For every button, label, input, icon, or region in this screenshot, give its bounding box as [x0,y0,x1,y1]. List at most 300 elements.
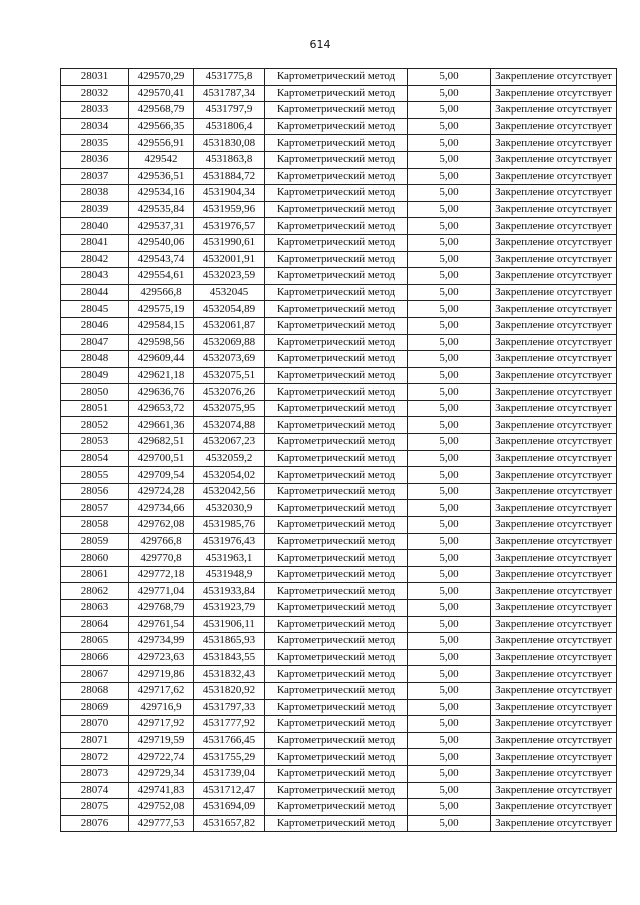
accuracy-cell: 5,00 [408,616,491,633]
table-row [61,765,617,782]
point-number-cell: 28047 [61,334,129,351]
accuracy-cell: 5,00 [408,483,491,500]
fixing-cell: Закрепление отсутствует [491,550,617,567]
point-number-cell: 28072 [61,749,129,766]
coordinate-y-cell: 4531923,79 [194,600,265,617]
point-number-cell: 28069 [61,699,129,716]
coordinate-x-cell: 429770,8 [129,550,194,567]
accuracy-cell: 5,00 [408,367,491,384]
method-cell: Картометрический метод [265,251,408,268]
point-number-cell: 28051 [61,400,129,417]
point-number-cell: 28044 [61,284,129,301]
coordinate-y-cell: 4532045 [194,284,265,301]
method-cell: Картометрический метод [265,268,408,285]
coordinate-y-cell: 4531904,34 [194,185,265,202]
accuracy-cell: 5,00 [408,185,491,202]
coordinates-table-body [61,69,617,832]
table-row [61,85,617,102]
coordinate-x-cell: 429566,35 [129,118,194,135]
coordinate-y-cell: 4531797,9 [194,102,265,119]
method-cell: Картометрический метод [265,633,408,650]
coordinate-y-cell: 4532054,89 [194,301,265,318]
point-number-cell: 28050 [61,384,129,401]
coordinate-y-cell: 4531976,43 [194,533,265,550]
coordinate-y-cell: 4531820,92 [194,682,265,699]
table-row [61,69,617,86]
fixing-cell: Закрепление отсутствует [491,417,617,434]
coordinate-y-cell: 4531985,76 [194,517,265,534]
accuracy-cell: 5,00 [408,633,491,650]
coordinate-y-cell: 4531755,29 [194,749,265,766]
point-number-cell: 28067 [61,666,129,683]
table-row [61,566,617,583]
coordinate-y-cell: 4532023,59 [194,268,265,285]
coordinate-y-cell: 4531963,1 [194,550,265,567]
table-row [61,583,617,600]
coordinate-y-cell: 4532061,87 [194,317,265,334]
coordinate-x-cell: 429584,15 [129,317,194,334]
coordinate-x-cell: 429766,8 [129,533,194,550]
fixing-cell: Закрепление отсутствует [491,799,617,816]
accuracy-cell: 5,00 [408,815,491,832]
fixing-cell: Закрепление отсутствует [491,649,617,666]
method-cell: Картометрический метод [265,550,408,567]
fixing-cell: Закрепление отсутствует [491,616,617,633]
coordinate-y-cell: 4531863,8 [194,151,265,168]
fixing-cell: Закрепление отсутствует [491,483,617,500]
fixing-cell: Закрепление отсутствует [491,317,617,334]
point-number-cell: 28076 [61,815,129,832]
table-row [61,500,617,517]
coordinate-x-cell: 429723,63 [129,649,194,666]
fixing-cell: Закрепление отсутствует [491,185,617,202]
accuracy-cell: 5,00 [408,417,491,434]
coordinate-x-cell: 429575,19 [129,301,194,318]
point-number-cell: 28045 [61,301,129,318]
method-cell: Картометрический метод [265,765,408,782]
method-cell: Картометрический метод [265,384,408,401]
method-cell: Картометрический метод [265,716,408,733]
coordinate-y-cell: 4531830,08 [194,135,265,152]
point-number-cell: 28061 [61,566,129,583]
point-number-cell: 28055 [61,467,129,484]
table-row [61,716,617,733]
method-cell: Картометрический метод [265,118,408,135]
coordinate-x-cell: 429734,99 [129,633,194,650]
table-row [61,384,617,401]
point-number-cell: 28058 [61,517,129,534]
point-number-cell: 28060 [61,550,129,567]
accuracy-cell: 5,00 [408,732,491,749]
accuracy-cell: 5,00 [408,218,491,235]
table-row [61,317,617,334]
table-row [61,417,617,434]
coordinate-y-cell: 4531959,96 [194,201,265,218]
point-number-cell: 28046 [61,317,129,334]
coordinate-y-cell: 4532001,91 [194,251,265,268]
coordinate-y-cell: 4531906,11 [194,616,265,633]
coordinates-table [60,68,617,832]
coordinate-x-cell: 429537,31 [129,218,194,235]
coordinate-x-cell: 429568,79 [129,102,194,119]
method-cell: Картометрический метод [265,334,408,351]
table-row [61,400,617,417]
method-cell: Картометрический метод [265,483,408,500]
fixing-cell: Закрепление отсутствует [491,85,617,102]
coordinate-y-cell: 4531990,61 [194,234,265,251]
fixing-cell: Закрепление отсутствует [491,699,617,716]
method-cell: Картометрический метод [265,367,408,384]
method-cell: Картометрический метод [265,234,408,251]
coordinate-y-cell: 4532076,26 [194,384,265,401]
method-cell: Картометрический метод [265,417,408,434]
fixing-cell: Закрепление отсутствует [491,384,617,401]
method-cell: Картометрический метод [265,666,408,683]
coordinate-x-cell: 429734,66 [129,500,194,517]
coordinate-y-cell: 4531712,47 [194,782,265,799]
method-cell: Картометрический метод [265,649,408,666]
point-number-cell: 28043 [61,268,129,285]
point-number-cell: 28063 [61,600,129,617]
method-cell: Картометрический метод [265,450,408,467]
method-cell: Картометрический метод [265,317,408,334]
method-cell: Картометрический метод [265,616,408,633]
coordinate-x-cell: 429682,51 [129,434,194,451]
table-row [61,367,617,384]
method-cell: Картометрический метод [265,400,408,417]
coordinate-x-cell: 429653,72 [129,400,194,417]
fixing-cell: Закрепление отсутствует [491,500,617,517]
page-number: 614 [309,38,331,51]
accuracy-cell: 5,00 [408,649,491,666]
fixing-cell: Закрепление отсутствует [491,782,617,799]
fixing-cell: Закрепление отсутствует [491,135,617,152]
method-cell: Картометрический метод [265,185,408,202]
table-row [61,483,617,500]
method-cell: Картометрический метод [265,284,408,301]
point-number-cell: 28035 [61,135,129,152]
table-row [61,334,617,351]
coordinate-x-cell: 429777,53 [129,815,194,832]
accuracy-cell: 5,00 [408,716,491,733]
table-row [61,234,617,251]
method-cell: Картометрический метод [265,600,408,617]
accuracy-cell: 5,00 [408,550,491,567]
accuracy-cell: 5,00 [408,268,491,285]
coordinate-x-cell: 429621,18 [129,367,194,384]
coordinate-x-cell: 429535,84 [129,201,194,218]
point-number-cell: 28066 [61,649,129,666]
accuracy-cell: 5,00 [408,118,491,135]
method-cell: Картометрический метод [265,517,408,534]
accuracy-cell: 5,00 [408,301,491,318]
point-number-cell: 28049 [61,367,129,384]
fixing-cell: Закрепление отсутствует [491,682,617,699]
accuracy-cell: 5,00 [408,467,491,484]
coordinate-x-cell: 429636,76 [129,384,194,401]
point-number-cell: 28062 [61,583,129,600]
method-cell: Картометрический метод [265,201,408,218]
fixing-cell: Закрепление отсутствует [491,234,617,251]
fixing-cell: Закрепление отсутствует [491,168,617,185]
fixing-cell: Закрепление отсутствует [491,666,617,683]
coordinate-x-cell: 429534,16 [129,185,194,202]
coordinate-y-cell: 4532075,51 [194,367,265,384]
point-number-cell: 28075 [61,799,129,816]
fixing-cell: Закрепление отсутствует [491,351,617,368]
accuracy-cell: 5,00 [408,384,491,401]
coordinate-x-cell: 429719,86 [129,666,194,683]
coordinate-y-cell: 4532074,88 [194,417,265,434]
coordinate-y-cell: 4531775,8 [194,69,265,86]
method-cell: Картометрический метод [265,351,408,368]
point-number-cell: 28057 [61,500,129,517]
fixing-cell: Закрепление отсутствует [491,251,617,268]
point-number-cell: 28070 [61,716,129,733]
table-row [61,815,617,832]
coordinate-y-cell: 4531797,33 [194,699,265,716]
table-row [61,168,617,185]
table-row [61,135,617,152]
accuracy-cell: 5,00 [408,135,491,152]
accuracy-cell: 5,00 [408,251,491,268]
fixing-cell: Закрепление отсутствует [491,450,617,467]
accuracy-cell: 5,00 [408,450,491,467]
table-row [61,284,617,301]
table-row [61,699,617,716]
point-number-cell: 28052 [61,417,129,434]
accuracy-cell: 5,00 [408,799,491,816]
table-row [61,201,617,218]
coordinate-y-cell: 4531787,34 [194,85,265,102]
coordinate-x-cell: 429717,92 [129,716,194,733]
table-row [61,682,617,699]
method-cell: Картометрический метод [265,434,408,451]
accuracy-cell: 5,00 [408,351,491,368]
accuracy-cell: 5,00 [408,782,491,799]
table-row [61,666,617,683]
point-number-cell: 28048 [61,351,129,368]
table-row [61,467,617,484]
accuracy-cell: 5,00 [408,284,491,301]
accuracy-cell: 5,00 [408,682,491,699]
coordinate-x-cell: 429543,74 [129,251,194,268]
accuracy-cell: 5,00 [408,400,491,417]
fixing-cell: Закрепление отсутствует [491,517,617,534]
table-row [61,782,617,799]
coordinate-x-cell: 429772,18 [129,566,194,583]
table-row [61,616,617,633]
point-number-cell: 28073 [61,765,129,782]
coordinate-x-cell: 429761,54 [129,616,194,633]
coordinate-y-cell: 4531806,4 [194,118,265,135]
table-row [61,151,617,168]
coordinate-x-cell: 429771,04 [129,583,194,600]
coordinate-x-cell: 429719,59 [129,732,194,749]
table-row [61,600,617,617]
method-cell: Картометрический метод [265,782,408,799]
coordinate-y-cell: 4531884,72 [194,168,265,185]
fixing-cell: Закрепление отсутствует [491,732,617,749]
accuracy-cell: 5,00 [408,69,491,86]
coordinate-y-cell: 4531657,82 [194,815,265,832]
fixing-cell: Закрепление отсутствует [491,151,617,168]
coordinate-x-cell: 429762,08 [129,517,194,534]
coordinate-x-cell: 429554,61 [129,268,194,285]
point-number-cell: 28054 [61,450,129,467]
accuracy-cell: 5,00 [408,151,491,168]
accuracy-cell: 5,00 [408,201,491,218]
table-row [61,533,617,550]
method-cell: Картометрический метод [265,85,408,102]
coordinate-y-cell: 4531976,57 [194,218,265,235]
table-row [61,633,617,650]
table-row [61,450,617,467]
coordinate-y-cell: 4531933,84 [194,583,265,600]
method-cell: Картометрический метод [265,301,408,318]
coordinate-y-cell: 4531865,93 [194,633,265,650]
point-number-cell: 28068 [61,682,129,699]
table-row [61,102,617,119]
method-cell: Картометрический метод [265,467,408,484]
method-cell: Картометрический метод [265,135,408,152]
method-cell: Картометрический метод [265,815,408,832]
fixing-cell: Закрепление отсутствует [491,218,617,235]
coordinate-x-cell: 429729,34 [129,765,194,782]
coordinate-y-cell: 4531777,92 [194,716,265,733]
method-cell: Картометрический метод [265,566,408,583]
fixing-cell: Закрепление отсутствует [491,633,617,650]
table-row [61,799,617,816]
coordinate-x-cell: 429752,08 [129,799,194,816]
point-number-cell: 28059 [61,533,129,550]
accuracy-cell: 5,00 [408,765,491,782]
fixing-cell: Закрепление отсутствует [491,583,617,600]
coordinate-x-cell: 429716,9 [129,699,194,716]
point-number-cell: 28064 [61,616,129,633]
point-number-cell: 28041 [61,234,129,251]
coordinate-x-cell: 429700,51 [129,450,194,467]
accuracy-cell: 5,00 [408,168,491,185]
coordinate-y-cell: 4532073,69 [194,351,265,368]
method-cell: Картометрический метод [265,732,408,749]
coordinate-x-cell: 429556,91 [129,135,194,152]
accuracy-cell: 5,00 [408,583,491,600]
fixing-cell: Закрепление отсутствует [491,69,617,86]
coordinate-y-cell: 4532069,88 [194,334,265,351]
accuracy-cell: 5,00 [408,102,491,119]
fixing-cell: Закрепление отсутствует [491,533,617,550]
table-row [61,251,617,268]
table-row [61,301,617,318]
point-number-cell: 28031 [61,69,129,86]
table-row [61,732,617,749]
fixing-cell: Закрепление отсутствует [491,749,617,766]
table-row [61,268,617,285]
accuracy-cell: 5,00 [408,317,491,334]
accuracy-cell: 5,00 [408,749,491,766]
accuracy-cell: 5,00 [408,85,491,102]
point-number-cell: 28065 [61,633,129,650]
point-number-cell: 28071 [61,732,129,749]
coordinate-x-cell: 429709,54 [129,467,194,484]
method-cell: Картометрический метод [265,69,408,86]
method-cell: Картометрический метод [265,102,408,119]
accuracy-cell: 5,00 [408,666,491,683]
table-row [61,351,617,368]
accuracy-cell: 5,00 [408,699,491,716]
point-number-cell: 28037 [61,168,129,185]
fixing-cell: Закрепление отсутствует [491,284,617,301]
fixing-cell: Закрепление отсутствует [491,467,617,484]
fixing-cell: Закрепление отсутствует [491,301,617,318]
table-row [61,434,617,451]
table-row [61,185,617,202]
table-row [61,649,617,666]
fixing-cell: Закрепление отсутствует [491,367,617,384]
coordinate-y-cell: 4531766,45 [194,732,265,749]
fixing-cell: Закрепление отсутствует [491,268,617,285]
coordinate-x-cell: 429661,36 [129,417,194,434]
accuracy-cell: 5,00 [408,566,491,583]
coordinate-y-cell: 4532030,9 [194,500,265,517]
coordinate-y-cell: 4531694,09 [194,799,265,816]
coordinate-x-cell: 429609,44 [129,351,194,368]
coordinate-y-cell: 4532075,95 [194,400,265,417]
point-number-cell: 28039 [61,201,129,218]
point-number-cell: 28038 [61,185,129,202]
fixing-cell: Закрепление отсутствует [491,600,617,617]
method-cell: Картометрический метод [265,218,408,235]
point-number-cell: 28056 [61,483,129,500]
fixing-cell: Закрепление отсутствует [491,201,617,218]
coordinate-y-cell: 4532054,02 [194,467,265,484]
coordinate-y-cell: 4532042,56 [194,483,265,500]
fixing-cell: Закрепление отсутствует [491,815,617,832]
coordinate-y-cell: 4532067,23 [194,434,265,451]
method-cell: Картометрический метод [265,151,408,168]
method-cell: Картометрический метод [265,168,408,185]
accuracy-cell: 5,00 [408,234,491,251]
coordinate-x-cell: 429768,79 [129,600,194,617]
coordinate-x-cell: 429570,29 [129,69,194,86]
point-number-cell: 28042 [61,251,129,268]
table-row [61,749,617,766]
point-number-cell: 28036 [61,151,129,168]
point-number-cell: 28040 [61,218,129,235]
accuracy-cell: 5,00 [408,500,491,517]
table-row [61,218,617,235]
accuracy-cell: 5,00 [408,600,491,617]
coordinate-x-cell: 429741,83 [129,782,194,799]
method-cell: Картометрический метод [265,749,408,766]
coordinate-x-cell: 429717,62 [129,682,194,699]
coordinate-x-cell: 429542 [129,151,194,168]
table-row [61,118,617,135]
coordinate-x-cell: 429536,51 [129,168,194,185]
accuracy-cell: 5,00 [408,533,491,550]
method-cell: Картометрический метод [265,799,408,816]
coordinate-y-cell: 4532059,2 [194,450,265,467]
fixing-cell: Закрепление отсутствует [491,716,617,733]
coordinate-x-cell: 429566,8 [129,284,194,301]
method-cell: Картометрический метод [265,583,408,600]
method-cell: Картометрический метод [265,699,408,716]
fixing-cell: Закрепление отсутствует [491,118,617,135]
accuracy-cell: 5,00 [408,517,491,534]
point-number-cell: 28034 [61,118,129,135]
fixing-cell: Закрепление отсутствует [491,566,617,583]
